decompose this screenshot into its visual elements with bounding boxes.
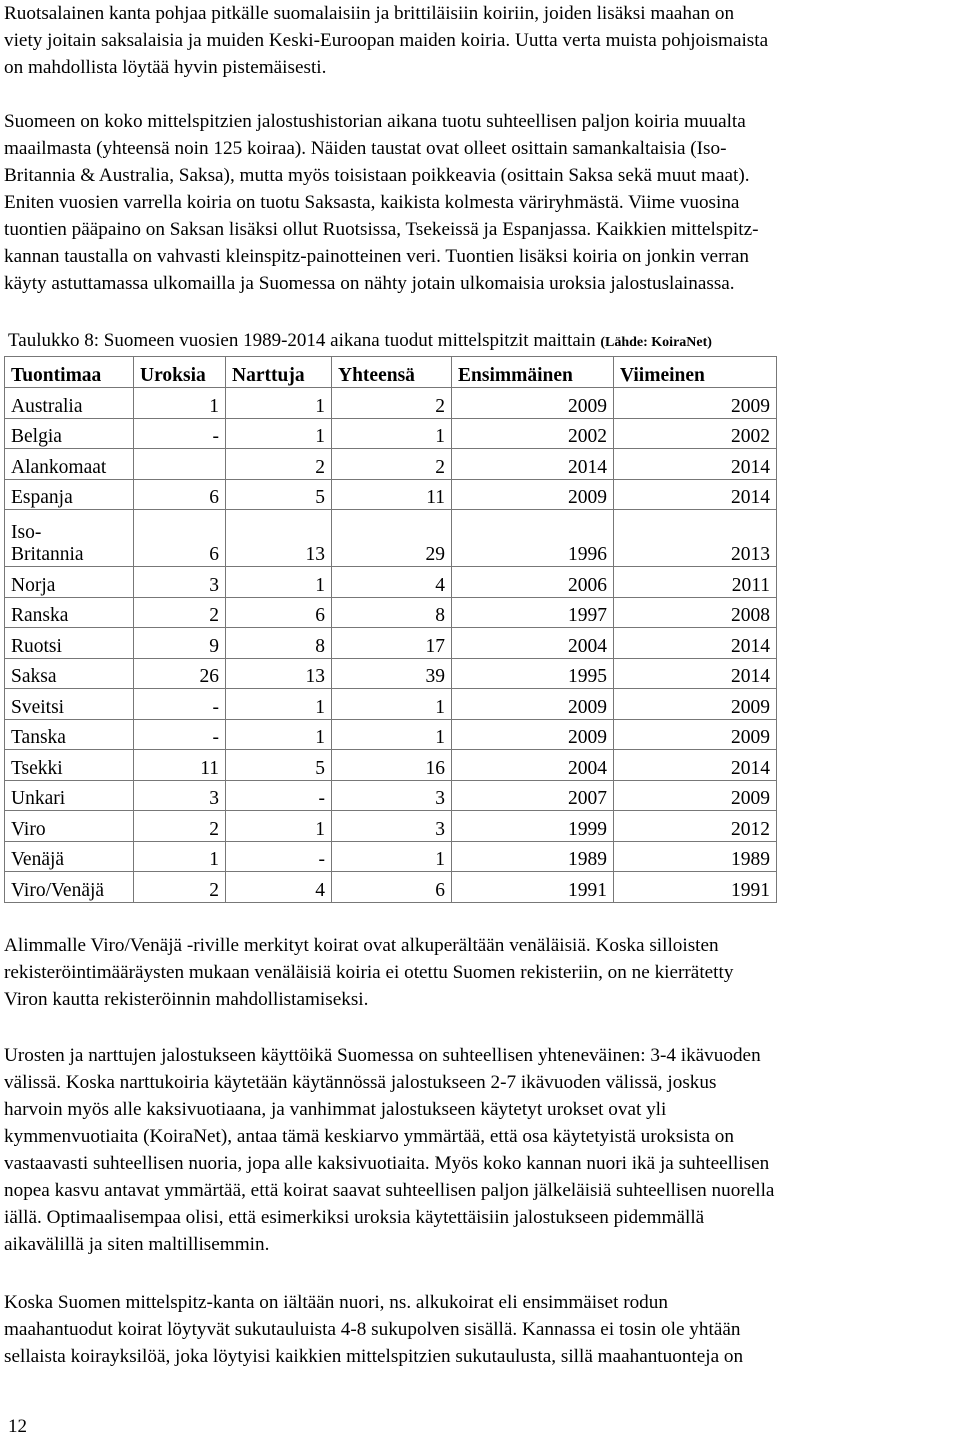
table-row [5,388,777,419]
cell-males: 2 [134,872,226,903]
text-line: vastaavasti suhteellisen nuoria, jopa alle kaksivuotiaita. Myös koko kannan nuori ikä ja suhteellisen [4,1153,770,1174]
cell-country: Viro/Venäjä [5,872,134,903]
cell-total: 1 [332,719,452,750]
cell-males: - [134,418,226,449]
table-row [5,872,777,903]
intro-paragraph [4,0,956,81]
cell-females: 1 [226,689,332,720]
cell-total: 1 [332,689,452,720]
cell-country: Iso- Britannia [5,510,134,567]
cell-males: 1 [134,841,226,872]
header-country: Tuontimaa [5,357,134,388]
table-row [5,658,777,689]
cell-first-year: 1991 [452,872,614,903]
cell-total: 16 [332,750,452,781]
table-row [5,811,777,842]
text-line: Suomeen on koko mittelspitzien jalostushistorian aikana tuotu suhteellisen paljon koiria muualta [4,111,746,132]
cell-males: - [134,719,226,750]
cell-males: 6 [134,479,226,510]
header-males: Uroksia [134,357,226,388]
cell-males: 6 [134,510,226,567]
cell-first-year: 2004 [452,750,614,781]
header-females: Narttuja [226,357,332,388]
cell-first-year: 2002 [452,418,614,449]
cell-country: Espanja [5,479,134,510]
cell-country: Saksa [5,658,134,689]
table-row [5,628,777,659]
cell-last-year: 2014 [614,479,777,510]
table-row [5,750,777,781]
text-line: Eniten vuosien varrella koiria on tuotu Saksasta, kaikista kolmesta väriryhmästä. Viime vuosina [4,192,740,213]
cell-last-year: 2014 [614,658,777,689]
cell-males: 26 [134,658,226,689]
cell-last-year: 2012 [614,811,777,842]
cell-last-year: 2009 [614,388,777,419]
table-row [5,780,777,811]
cell-total: 2 [332,449,452,480]
cell-total: 1 [332,841,452,872]
cell-females: - [226,780,332,811]
text-line: kannan taustalla on vahvasti kleinspitz-painotteinen veri. Tuontien lisäksi koiria on jonkin verran [4,246,749,267]
cell-total: 4 [332,567,452,598]
cell-country: Sveitsi [5,689,134,720]
cell-country: Tanska [5,719,134,750]
cell-males: - [134,689,226,720]
cell-last-year: 2002 [614,418,777,449]
cell-males: 9 [134,628,226,659]
cell-country: Viro [5,811,134,842]
cell-males: 2 [134,811,226,842]
cell-males: 2 [134,597,226,628]
imports-table [4,356,777,903]
text-line: harvoin myös alle kaksivuotiaana, ja vanhimmat jalostukseen käytetyt urokset ovat yli [4,1099,667,1120]
breeding-age-paragraph [4,1042,956,1258]
caption-source: (Lähde: KoiraNet) [600,335,712,350]
table-row [5,510,777,567]
table-row [5,479,777,510]
cell-total: 17 [332,628,452,659]
cell-last-year: 2014 [614,628,777,659]
text-line: Koska Suomen mittelspitz-kanta on iältään nuori, ns. alkukoirat eli ensimmäiset rodun [4,1292,668,1313]
cell-females: 5 [226,479,332,510]
cell-males: 3 [134,780,226,811]
cell-country: Norja [5,567,134,598]
cell-total: 2 [332,388,452,419]
text-line: Alimmalle Viro/Venäjä -riville merkityt koirat ovat alkuperältään venäläisiä. Koska silloisten [4,935,719,956]
cell-country: Australia [5,388,134,419]
cell-females: 4 [226,872,332,903]
table-row [5,689,777,720]
cell-country: Tsekki [5,750,134,781]
cell-total: 8 [332,597,452,628]
cell-last-year: 2008 [614,597,777,628]
text-line: välissä. Koska narttukoiria käytetään käytännössä jalostukseen 2-7 ikävuoden välissä, joskus [4,1072,717,1093]
cell-first-year: 2009 [452,719,614,750]
cell-first-year: 1996 [452,510,614,567]
cell-last-year: 1989 [614,841,777,872]
text-line: käyty astuttamassa ulkomailla ja Suomessa on nähty jotain ulkomaisia uroksia jalostuslainassa. [4,273,735,294]
table-row [5,567,777,598]
cell-country: Unkari [5,780,134,811]
caption-text: Taulukko 8: Suomeen vuosien 1989-2014 aikana tuodut mittelspitzit maittain [8,330,596,351]
cell-males: 11 [134,750,226,781]
cell-first-year: 2009 [452,689,614,720]
cell-last-year: 2009 [614,689,777,720]
text-line: Urosten ja narttujen jalostukseen käyttöikä Suomessa on suhteellisen yhteneväinen: 3-4 ikävuoden [4,1045,761,1066]
text-line: Britannia & Australia, Saksa), mutta myös toisistaan poikkeavia (osittain Saksa sekä muut maat). [4,165,750,186]
cell-last-year: 2014 [614,449,777,480]
cell-country: Alankomaat [5,449,134,480]
page-number: 12 [8,1416,27,1437]
text-line: on mahdollista löytää hyvin pistemäisesti. [4,57,327,78]
table-row [5,841,777,872]
cell-females: 13 [226,658,332,689]
cell-first-year: 2006 [452,567,614,598]
cell-females: 13 [226,510,332,567]
imports-history-paragraph [4,108,956,297]
table-body [5,388,777,903]
table-row [5,597,777,628]
cell-females: - [226,841,332,872]
cell-total: 39 [332,658,452,689]
table-header-row [5,357,777,388]
text-line: rekisteröintimääräysten mukaan venäläisiä koiria ei otettu Suomen rekisteriin, on ne kierrätetty [4,962,734,983]
cell-last-year: 2014 [614,750,777,781]
cell-females: 1 [226,388,332,419]
cell-females: 6 [226,597,332,628]
cell-total: 6 [332,872,452,903]
table-row [5,449,777,480]
table-caption [8,327,712,356]
cell-country: Venäjä [5,841,134,872]
text-line: Ruotsalainen kanta pohjaa pitkälle suomalaisiin ja brittiläisiin koiriin, joiden lisäksi maahan on [4,3,735,24]
text-line: Viron kautta rekisteröinnin mahdollistamiseksi. [4,989,369,1010]
cell-last-year: 2009 [614,719,777,750]
cell-total: 3 [332,780,452,811]
table-row [5,418,777,449]
russian-dogs-paragraph [4,932,956,1013]
cell-country: Ruotsi [5,628,134,659]
cell-first-year: 1999 [452,811,614,842]
text-line: sellaista koirayksilöä, joka löytyisi kaikkien mittelspitzien sukutaulusta, sillä maahantuonteja on [4,1346,744,1367]
cell-last-year: 2009 [614,780,777,811]
cell-total: 1 [332,418,452,449]
cell-country: Ranska [5,597,134,628]
cell-first-year: 2004 [452,628,614,659]
cell-first-year: 1997 [452,597,614,628]
cell-total: 11 [332,479,452,510]
cell-first-year: 2009 [452,479,614,510]
cell-females: 5 [226,750,332,781]
header-first-year: Ensimmäinen [452,357,614,388]
text-line: kymmenvuotiaita (KoiraNet), antaa tämä keskiarvo ymmärtää, että osa käytetyistä uroksista on [4,1126,734,1147]
cell-first-year: 1989 [452,841,614,872]
cell-first-year: 1995 [452,658,614,689]
text-line: maailmasta (yhteensä noin 125 koiraa). Näiden taustat ovat olleet osittain samankaltaisia (Iso- [4,138,727,159]
text-line: iällä. Optimaalisempaa olisi, että esimerkiksi uroksia käytettäisiin jalostukseen pidemmällä [4,1207,705,1228]
cell-first-year: 2014 [452,449,614,480]
cell-females: 8 [226,628,332,659]
text-line: nopea kasvu antavat ymmärtää, että koirat saavat suhteellisen paljon jälkeläisiä suhteellisen nuorella [4,1180,775,1201]
cell-first-year: 2007 [452,780,614,811]
founder-dogs-paragraph [4,1289,956,1370]
table-row [5,719,777,750]
cell-females: 2 [226,449,332,480]
text-line: maahantuodut koirat löytyvät sukutauluista 4-8 sukupolven sisällä. Kannassa ei tosin ole yhtään [4,1319,741,1340]
cell-last-year: 1991 [614,872,777,903]
cell-first-year: 2009 [452,388,614,419]
cell-males: 3 [134,567,226,598]
cell-females: 1 [226,811,332,842]
cell-total: 29 [332,510,452,567]
cell-females: 1 [226,567,332,598]
cell-total: 3 [332,811,452,842]
text-line: viety joitain saksalaisia ja muiden Keski-Euroopan maiden koiria. Uutta verta muista pohjoismaista [4,30,769,51]
cell-last-year: 2013 [614,510,777,567]
text-line: tuontien pääpaino on Saksan lisäksi ollut Ruotsissa, Tsekeissä ja Espanjassa. Kaikkien mittelspitz- [4,219,759,240]
cell-country: Belgia [5,418,134,449]
cell-males: 1 [134,388,226,419]
cell-males [134,449,226,480]
text-line: aikavälillä ja siten maltillisemmin. [4,1234,270,1255]
cell-females: 1 [226,719,332,750]
cell-last-year: 2011 [614,567,777,598]
header-last-year: Viimeinen [614,357,777,388]
header-total: Yhteensä [332,357,452,388]
cell-females: 1 [226,418,332,449]
